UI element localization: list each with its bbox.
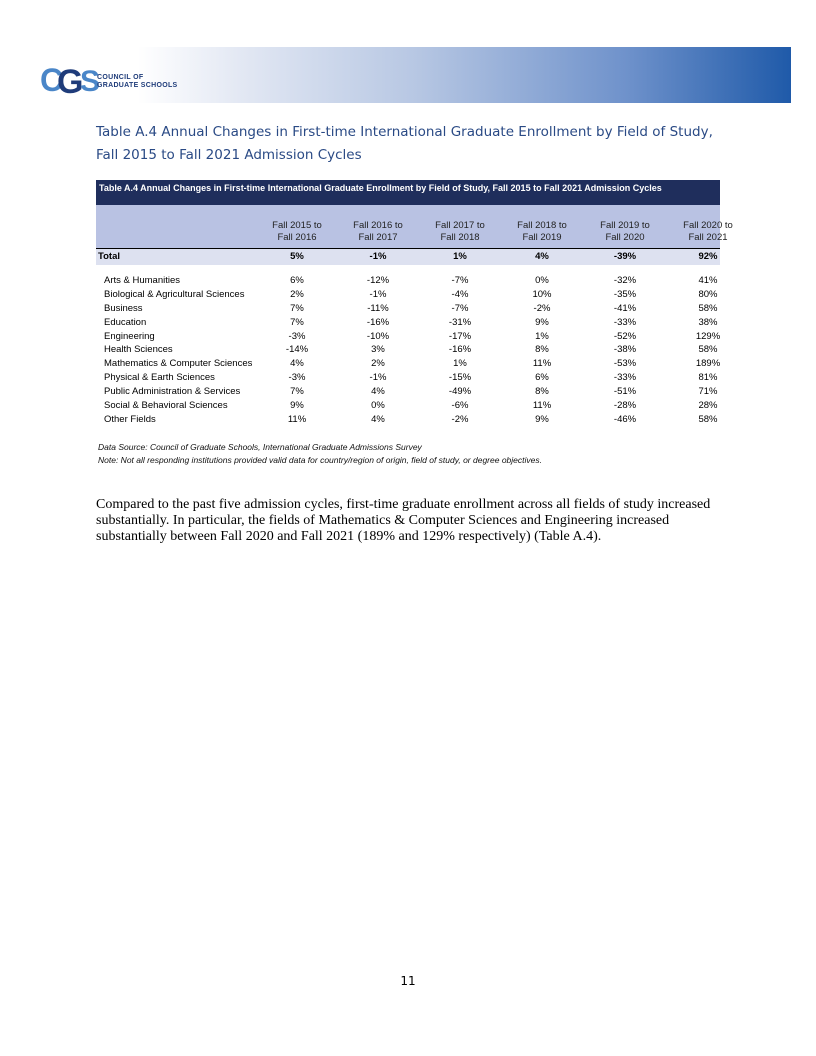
table-caption: Table A.4 Annual Changes in First-time International Graduate Enrollment by Field of Study, Fall 2015 to Fall 2021 Admission Cycles <box>96 180 720 205</box>
column-header <box>507 220 577 244</box>
table-cell: 58% <box>698 413 718 425</box>
table-row <box>96 370 720 384</box>
column-header <box>425 220 495 244</box>
total-label: Total <box>98 251 120 262</box>
table-cell: -1% <box>369 372 387 384</box>
table-cell: -41% <box>613 302 637 314</box>
table-cell: 1% <box>535 330 549 342</box>
table-cell: -49% <box>448 386 472 398</box>
table-cell: 7% <box>290 386 304 398</box>
table-cell: 58% <box>698 302 718 314</box>
table-cell: -15% <box>448 372 472 384</box>
table-row <box>96 329 720 343</box>
table-cell: 9% <box>535 316 549 328</box>
table-cell: 6% <box>535 372 549 384</box>
table-cell: -33% <box>613 316 637 328</box>
table-cell: 129% <box>695 330 721 342</box>
table-cell: -11% <box>367 302 389 314</box>
column-header-line1: Fall 2019 to <box>600 220 650 231</box>
table-cell: -7% <box>451 275 469 286</box>
cgs-logo <box>40 61 200 101</box>
table-cell: 3% <box>371 344 385 356</box>
table-header <box>96 205 733 248</box>
table-cell: 11% <box>532 400 552 412</box>
row-label: Engineering <box>104 330 155 342</box>
table-cell: -17% <box>448 330 472 342</box>
table-cell: 38% <box>698 316 718 328</box>
table-source <box>98 441 542 466</box>
page-number: 11 <box>400 974 416 988</box>
column-header-line2: Fall 2016 <box>277 232 317 243</box>
table-cell: -52% <box>613 330 637 342</box>
table-cell: -28% <box>613 400 637 412</box>
table-cell: 9% <box>290 400 304 412</box>
spacer <box>96 265 720 273</box>
table-cell: 11% <box>532 358 552 370</box>
table-row <box>96 273 720 287</box>
column-header-line1: Fall 2016 to <box>353 220 403 231</box>
table-row <box>96 315 720 329</box>
table-cell: -2% <box>533 302 551 314</box>
total-cell: 4% <box>535 251 549 262</box>
row-label: Mathematics & Computer Sciences <box>104 358 253 370</box>
table-cell: 7% <box>290 316 304 328</box>
column-header <box>590 220 660 244</box>
total-cell: -1% <box>369 251 387 262</box>
table-cell: 41% <box>698 275 718 286</box>
table-cell: -53% <box>613 358 637 370</box>
table-cell: -35% <box>613 288 637 300</box>
total-cell: 5% <box>290 251 304 262</box>
table-cell: 28% <box>698 400 718 412</box>
table-row <box>96 356 720 370</box>
table-cell: 2% <box>371 358 385 370</box>
table-cell: 2% <box>290 288 304 300</box>
row-label: Education <box>104 316 147 328</box>
table-cell: 81% <box>698 372 718 384</box>
data-source: Data Source: Council of Graduate Schools, International Graduate Admissions Survey <box>98 442 422 452</box>
body-paragraph: Compared to the past five admission cycles, first-time graduate enrollment across all fields of study increased substantially. In particular, the fields of Mathematics & Computer Sciences and Engineering increased substantially between Fall 2020 and Fall 2021 (189% and 129% respectively) (Table A.4). <box>96 497 711 544</box>
table-cell: 4% <box>371 386 385 398</box>
column-header-line1: Fall 2018 to <box>517 220 567 231</box>
row-label: Biological & Agricultural Sciences <box>104 288 245 300</box>
table-cell: -32% <box>613 275 637 286</box>
row-label: Business <box>104 302 143 314</box>
document-title: Table A.4 Annual Changes in First-time International Graduate Enrollment by Field of Study, Fall 2015 to Fall 2021 Admission Cycles <box>96 124 713 163</box>
table-row <box>96 412 720 426</box>
row-label: Other Fields <box>104 413 156 425</box>
table-body <box>96 273 720 426</box>
table-cell: 8% <box>535 344 549 356</box>
cgs-logo-mark-icon <box>40 61 101 101</box>
table-cell: 0% <box>371 400 385 412</box>
column-header-line2: Fall 2021 <box>688 232 728 243</box>
table-cell: 6% <box>290 275 304 286</box>
table-cell: -46% <box>613 413 637 425</box>
table-cell: -51% <box>613 386 637 398</box>
table-cell: 10% <box>532 288 552 300</box>
total-cell: 1% <box>453 251 467 262</box>
enrollment-table <box>96 180 733 426</box>
logo-line-2: GRADUATE SCHOOLS <box>97 82 178 89</box>
row-label: Social & Behavioral Sciences <box>104 400 228 412</box>
logo-wordmark <box>97 74 178 90</box>
table-cell: 11% <box>287 413 307 425</box>
table-cell: 4% <box>290 358 304 370</box>
table-cell: -14% <box>285 344 309 356</box>
table-row <box>96 301 720 315</box>
table-cell: -4% <box>451 288 469 300</box>
column-header <box>262 220 332 244</box>
table-cell: -3% <box>288 372 306 384</box>
table-cell: -12% <box>366 275 390 286</box>
row-label: Physical & Earth Sciences <box>104 372 215 384</box>
logo-line-1: COUNCIL OF <box>97 74 144 81</box>
table-cell: 1% <box>453 358 467 370</box>
table-cell: 8% <box>535 386 549 398</box>
row-label: Public Administration & Services <box>104 386 241 398</box>
svg-text:C: C <box>40 62 61 98</box>
column-header-line1: Fall 2015 to <box>272 220 322 231</box>
total-cell: -39% <box>613 251 637 262</box>
table-cell: 0% <box>535 275 549 286</box>
table-row <box>96 342 720 356</box>
table-cell: 71% <box>698 386 718 398</box>
table-cell: -38% <box>613 344 637 356</box>
column-header-line2: Fall 2017 <box>358 232 398 243</box>
table-row <box>96 398 720 412</box>
total-row <box>96 248 720 265</box>
table-cell: 58% <box>698 344 718 356</box>
table-cell: 9% <box>535 413 549 425</box>
column-header-line1: Fall 2017 to <box>435 220 485 231</box>
column-header <box>343 220 413 244</box>
table-cell: -1% <box>369 288 387 300</box>
table-cell: -16% <box>366 316 390 328</box>
table-cell: -31% <box>448 316 472 328</box>
column-header-line2: Fall 2018 <box>440 232 480 243</box>
table-cell: -2% <box>451 413 469 425</box>
column-header <box>673 220 743 244</box>
table-cell: -6% <box>451 400 469 412</box>
column-header-line2: Fall 2019 <box>522 232 562 243</box>
table-cell: 7% <box>290 302 304 314</box>
table-cell: -16% <box>448 344 472 356</box>
table-cell: 4% <box>371 413 385 425</box>
svg-text:S: S <box>80 65 101 98</box>
column-header-line2: Fall 2020 <box>605 232 645 243</box>
table-row <box>96 287 720 301</box>
table-cell: -7% <box>451 302 469 314</box>
data-note: Note: Not all responding institutions provided valid data for country/region of origin, field of study, or degree objectives. <box>98 454 542 465</box>
table-cell: -10% <box>366 330 390 342</box>
table-cell: 80% <box>698 288 718 300</box>
row-label: Health Sciences <box>104 344 173 356</box>
table-row <box>96 384 720 398</box>
table-cell: -3% <box>288 330 306 342</box>
column-header-line1: Fall 2020 to <box>683 220 733 231</box>
svg-text:G: G <box>57 63 81 101</box>
table-cell: 189% <box>695 358 721 370</box>
row-label: Arts & Humanities <box>104 275 181 286</box>
total-cell: 92% <box>698 251 718 262</box>
header-banner <box>40 47 791 103</box>
table-cell: -33% <box>613 372 637 384</box>
